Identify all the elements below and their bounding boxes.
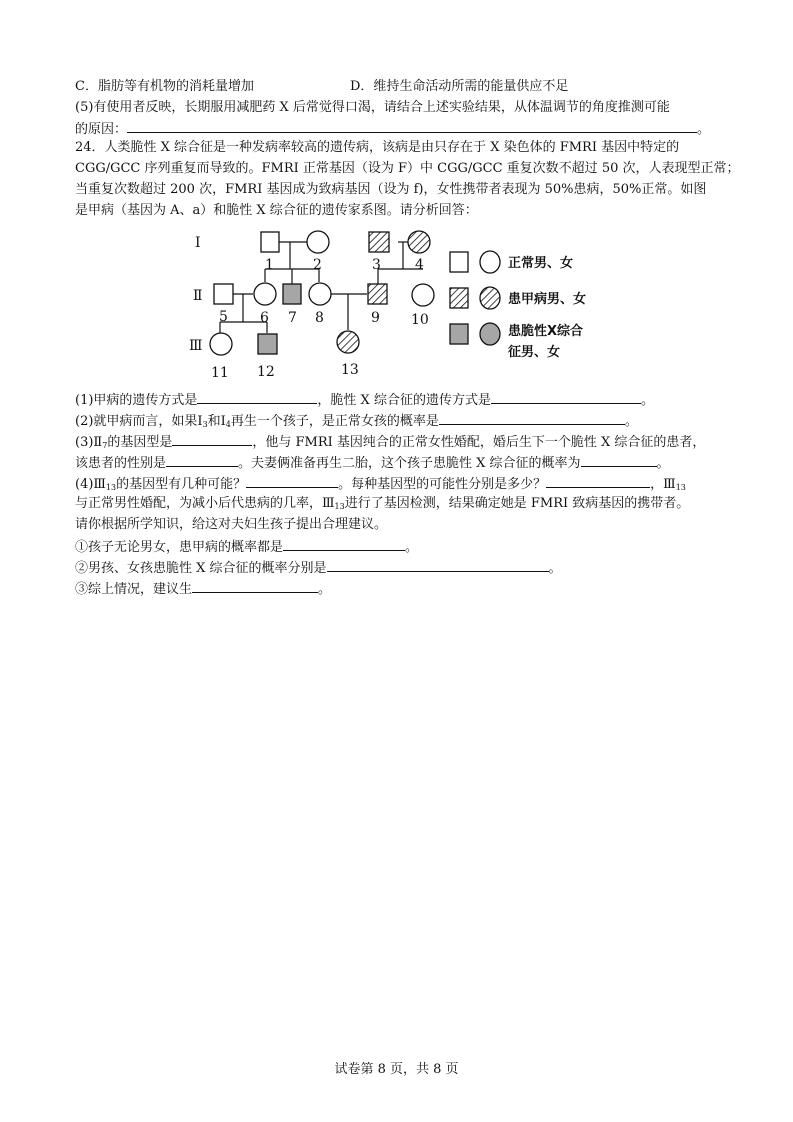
individual-II5 bbox=[214, 284, 233, 304]
answer-blank[interactable] bbox=[546, 473, 650, 488]
generation-label-III: Ⅲ bbox=[189, 338, 203, 354]
individual-III13 bbox=[337, 331, 359, 353]
individual-label: 1 bbox=[265, 257, 274, 273]
question-24-stem: CGG/GCC 序列重复而导致的。FMRI 正常基因（设为 F）中 CGG/GCC 重复次数不超过 50 次，人表现型正常； bbox=[75, 161, 740, 176]
individual-I4 bbox=[408, 231, 430, 253]
individual-label: 5 bbox=[219, 309, 228, 325]
question-24-stem: 24．人类脆性 X 综合征是一种发病率较高的遗传病，该病是由只存在于 X 染色体的 FMRI 基因中特定的 bbox=[75, 140, 680, 155]
subquestion-4-cont: 请你根据所学知识，给这对夫妇生孩子提出合理建议。 bbox=[75, 517, 388, 532]
answer-blank[interactable] bbox=[327, 557, 549, 572]
individual-label: 4 bbox=[415, 257, 424, 273]
legend-fx-label-1: 患脆性X综合 bbox=[508, 324, 584, 339]
individual-III11 bbox=[210, 333, 232, 355]
answer-blank[interactable] bbox=[127, 118, 697, 133]
subquestion-2: (2)就甲病而言，如果$Ⅰ_3$和$Ⅰ_4$再生一个孩子，是正常女孩的概率是 。 bbox=[75, 410, 638, 430]
answer-blank[interactable] bbox=[439, 410, 625, 425]
answer-blank[interactable] bbox=[192, 578, 318, 593]
individual-I2 bbox=[307, 231, 329, 253]
individual-label: 3 bbox=[372, 257, 381, 273]
answer-blank[interactable] bbox=[491, 389, 641, 404]
answer-blank[interactable] bbox=[197, 389, 317, 404]
legend-a-female bbox=[480, 287, 500, 309]
option-c: C．脂肪等有机物的消耗量增加 bbox=[75, 79, 254, 94]
individual-II6 bbox=[254, 283, 276, 305]
generation-label-II: Ⅱ bbox=[193, 288, 203, 304]
pedigree-chart bbox=[185, 222, 605, 387]
legend-a-male bbox=[450, 288, 468, 308]
individual-II8 bbox=[309, 283, 331, 305]
question-5: (5)有使用者反映，长期服用减肥药 X 后常觉得口渴，请结合上述实验结果，从体温调节的角度推测可能 bbox=[75, 100, 670, 115]
legend-fx-label-2: 征男、女 bbox=[508, 345, 561, 360]
legend-normal-female bbox=[480, 251, 500, 273]
individual-III12 bbox=[258, 334, 277, 354]
subquestion-4: $(4)Ⅲ_{13}$的基因型有几种可能？ 。每种基因型的可能性分别是多少？ ，$Ⅲ_{13}$ bbox=[75, 473, 686, 493]
individual-label: 8 bbox=[315, 310, 324, 326]
individual-label: 10 bbox=[411, 312, 429, 328]
individual-II9 bbox=[368, 284, 387, 304]
suggestion-2: ②男孩、女孩患脆性 X 综合征的概率分别是 。 bbox=[75, 557, 562, 577]
generation-label-I: Ⅰ bbox=[195, 235, 201, 251]
legend-fx-male bbox=[450, 324, 468, 344]
individual-I1 bbox=[261, 232, 279, 252]
answer-blank[interactable] bbox=[172, 431, 252, 446]
answer-blank[interactable] bbox=[166, 452, 238, 467]
legend-fx-female bbox=[480, 323, 500, 345]
question-24-stem: 当重复次数超过 200 次，FMRI 基因成为致病基因（设为 f)，女性携带者表现为 50%患病，50%正常。如图 bbox=[75, 182, 707, 197]
question-24-stem: 是甲病（基因为 A、a）和脆性 X 综合征的遗传家系图。请分析回答： bbox=[75, 203, 478, 218]
subquestion-3-cont: 该患者的性别是 。夫妻俩准备再生二胎，这个孩子患脆性 X 综合征的概率为 。 bbox=[75, 452, 670, 472]
suggestion-3: ③综上情况，建议生 。 bbox=[75, 578, 331, 598]
individual-label: 7 bbox=[288, 310, 297, 326]
individual-II10 bbox=[412, 284, 434, 306]
answer-blank[interactable] bbox=[246, 473, 338, 488]
subquestion-1: (1)甲病的遗传方式是 ，脆性 X 综合征的遗传方式是 。 bbox=[75, 389, 654, 409]
question-5-answer-line: 的原因： 。 bbox=[75, 118, 710, 138]
legend-normal-label: 正常男、女 bbox=[508, 256, 574, 271]
individual-label: 9 bbox=[371, 310, 380, 326]
legend-normal-male bbox=[450, 252, 468, 272]
suggestion-1: ①孩子无论男女，患甲病的概率都是 。 bbox=[75, 536, 418, 556]
answer-blank[interactable] bbox=[283, 536, 405, 551]
subquestion-3: $(3)Ⅱ_7$的基因型是 ，他与 FMRI 基因纯合的正常女性婚配，婚后生下一个脆性 X 综合征的患者， bbox=[75, 431, 705, 451]
individual-label: 12 bbox=[257, 364, 275, 380]
individual-I3 bbox=[369, 232, 389, 252]
answer-blank[interactable] bbox=[581, 452, 657, 467]
individual-label: 13 bbox=[341, 362, 359, 378]
individual-label: 2 bbox=[313, 257, 322, 273]
individual-label: 6 bbox=[260, 310, 269, 326]
legend-a-label: 患甲病男、女 bbox=[508, 292, 587, 307]
individual-label: 11 bbox=[211, 365, 229, 381]
individual-II7 bbox=[283, 284, 301, 304]
option-d: D．维持生命活动所需的能量供应不足 bbox=[350, 79, 569, 94]
page-footer: 试卷第 8 页，共 8 页 bbox=[334, 1062, 459, 1077]
subquestion-4-cont: 与正常男性婚配，为减小后代患病的几率，$Ⅲ_{13}$进行了基因检测，结果确定她是 FMRI 致病基因的携带者。 bbox=[75, 496, 690, 511]
